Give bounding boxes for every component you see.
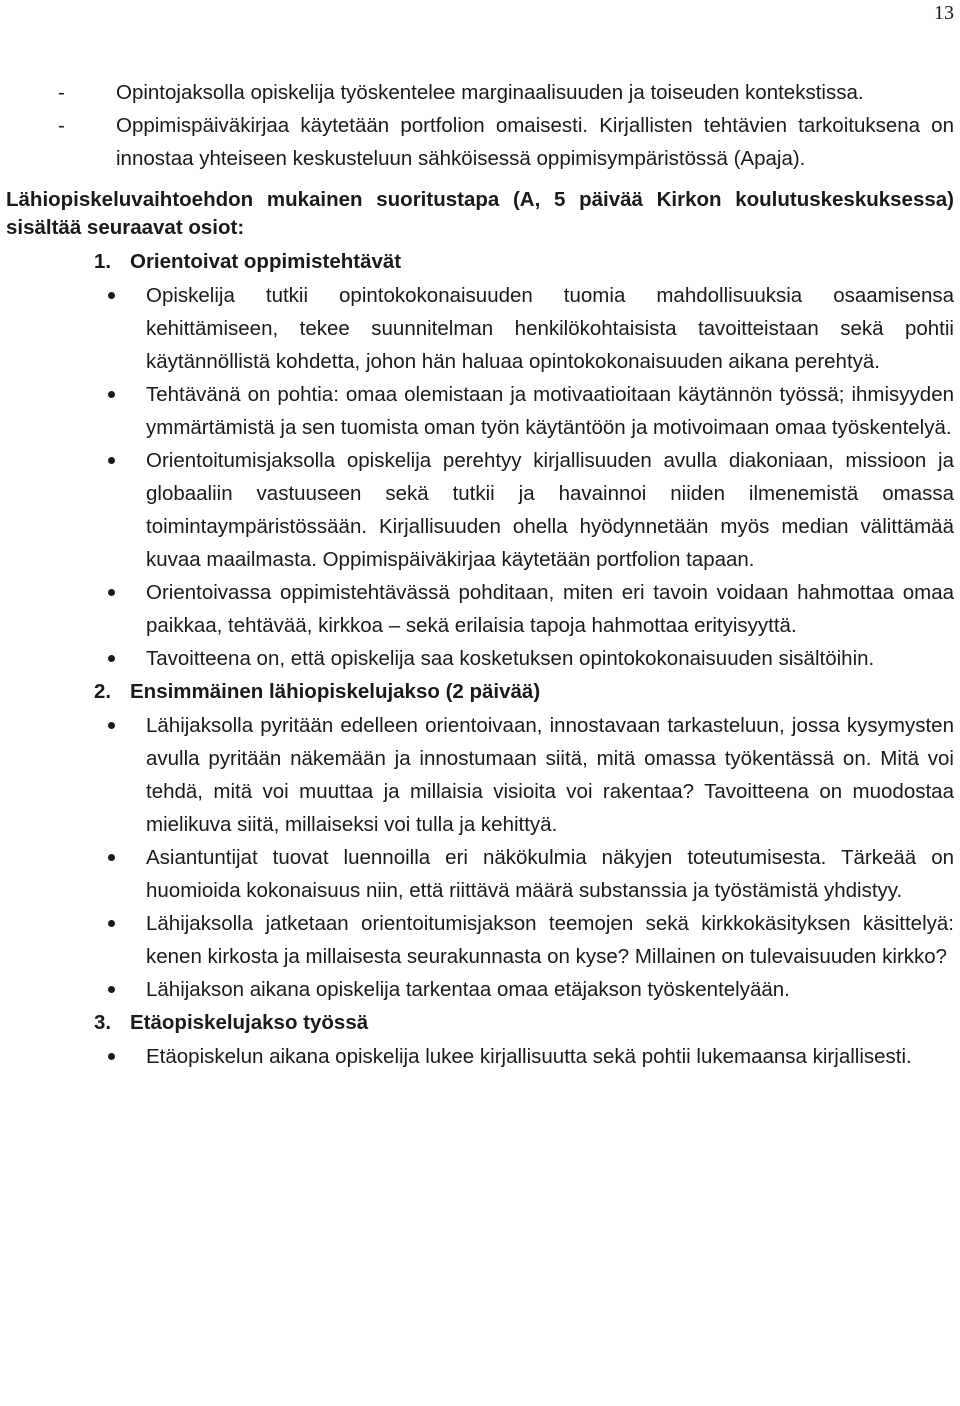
section-number: 3. xyxy=(94,1011,112,1034)
bullet-text: Orientoivassa oppimistehtävässä pohditaan, miten eri tavoin voidaan hahmottaa omaa paikkaa, tehtävää, kirkkoa – sekä erilaisia tapoja hahmottaa erityisyyttä. xyxy=(146,581,954,637)
dash-item-text: Oppimispäiväkirjaa käytetään portfolion omaisesti. Kirjallisten tehtävien tarkoituksena on innostaa yhteiseen keskusteluun sähköisessä oppimisympäristössä (Apaja). xyxy=(116,114,954,170)
dash-list-item xyxy=(0,109,960,175)
bullet-icon xyxy=(108,920,115,927)
bullet-text: Lähijaksolla jatketaan orientoitumisjakson teemojen sekä kirkkokäsityksen käsittelyä: kenen kirkosta ja millaisesta seurakunnasta on kyse? Millainen on tulevaisuuden kirkko? xyxy=(146,912,954,968)
bullet-item xyxy=(0,841,960,907)
bullet-icon xyxy=(108,391,115,398)
bullet-icon xyxy=(108,457,115,464)
dash-marker: - xyxy=(58,81,65,104)
section-title-1 xyxy=(0,245,960,279)
section-title-text: Etäopiskelujakso työssä xyxy=(130,1011,369,1034)
section-title-text: Orientoivat oppimistehtävät xyxy=(130,250,402,273)
bullet-icon xyxy=(108,655,115,662)
bullet-item xyxy=(0,642,960,675)
bullet-item xyxy=(0,973,960,1006)
section-heading: Lähiopiskeluvaihtoehdon mukainen suoritustapa (A, 5 päivää Kirkon koulutuskeskuksessa) sisältää seuraavat osiot: xyxy=(6,188,954,239)
bullet-text: Lähijaksolla pyritään edelleen orientoivaan, innostavaan tarkasteluun, jossa kysymysten avulla pyritään näkemään ja innostumaan siitä, mitä omassa työkentässä on. Mitä voi tehdä, mitä voi muuttaa ja millaisia visioita voi rakentaa? Tavoitteena on muodostaa mielikuva siitä, millaiseksi voi tulla ja kehittyä. xyxy=(146,714,954,836)
bullet-text: Opiskelija tutkii opintokokonaisuuden tuomia mahdollisuuksia osaamisensa kehittämiseen, tekee suunnitelman henkilökohtaisista tavoitteistaan sekä pohtii käytännöllistä kohdetta, johon hän haluaa opintokokonaisuuden aikana perehtyä. xyxy=(146,284,954,373)
bullet-text: Orientoitumisjaksolla opiskelija perehtyy kirjallisuuden avulla diakoniaan, missioon ja globaaliin vastuuseen sekä tutkii ja havainnoi niiden ilmenemistä omassa toimintaympäristössään. Kirjallisuuden ohella hyödynnetään myös median välittämää kuvaa maailmasta. Oppimispäiväkirjaa käytetään portfolion tapaan. xyxy=(146,449,954,571)
bullet-text: Tehtävänä on pohtia: omaa olemistaan ja motivaatioitaan käytännön työssä; ihmisyyden ymmärtämistä ja sen tuomista oman työn käytäntöön ja motivoimaan omaa työskentelyä. xyxy=(146,383,954,439)
bullet-item xyxy=(0,279,960,378)
bullet-item xyxy=(0,1040,960,1073)
dash-item-text: Opintojaksolla opiskelija työskentelee marginaalisuuden ja toiseuden kontekstissa. xyxy=(116,81,864,104)
section-number: 1. xyxy=(94,250,112,273)
bullet-item xyxy=(0,378,960,444)
bullet-icon xyxy=(108,854,115,861)
bullet-item xyxy=(0,709,960,841)
document-body xyxy=(0,76,960,1073)
dash-list-item xyxy=(0,76,960,109)
section-title-3 xyxy=(0,1006,960,1040)
bullet-icon xyxy=(108,292,115,299)
bullet-icon xyxy=(108,722,115,729)
dash-marker: - xyxy=(58,114,65,137)
bullet-icon xyxy=(108,1053,115,1060)
bullet-text: Asiantuntijat tuovat luennoilla eri näkökulmia näkyjen toteutumisesta. Tärkeää on huomioida kokonaisuus niin, että riittävä määrä substanssia ja työstämistä yhdistyy. xyxy=(146,846,954,902)
page-number: 13 xyxy=(934,2,954,24)
bullet-item xyxy=(0,576,960,642)
section-number: 2. xyxy=(94,680,112,703)
bullet-item xyxy=(0,907,960,973)
section-title-2 xyxy=(0,675,960,709)
bullet-icon xyxy=(108,986,115,993)
bullet-text: Lähijakson aikana opiskelija tarkentaa omaa etäjakson työskentelyään. xyxy=(146,978,790,1001)
bullet-text: Etäopiskelun aikana opiskelija lukee kirjallisuutta sekä pohtii lukemaansa kirjallisesti. xyxy=(146,1045,912,1068)
bullet-text: Tavoitteena on, että opiskelija saa kosketuksen opintokokonaisuuden sisältöihin. xyxy=(146,647,875,670)
bullet-icon xyxy=(108,589,115,596)
bullet-item xyxy=(0,444,960,576)
section-title-text: Ensimmäinen lähiopiskelujakso (2 päivää) xyxy=(130,680,541,703)
